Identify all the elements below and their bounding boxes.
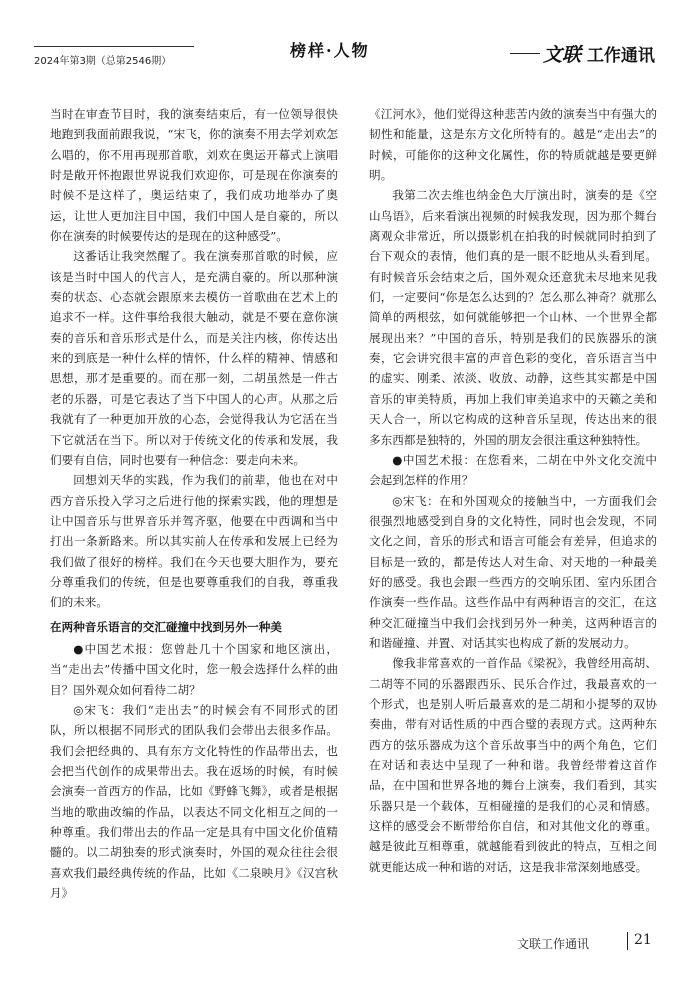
journal-brand bbox=[543, 40, 655, 67]
interview-question: ●中国艺术报：在您看来，二胡在中外文化交流中会起到怎样的作用？ bbox=[369, 452, 657, 488]
interview-answer: ◎宋飞：我们“走出去”的时候会有不同形式的团队，所以根据不同形式的团队我们会带出去很多作品。我们会把经典的、具有东方文化特性的作品带出去，也会把当代创作的成果带出去。我在返场的时候，有时候会演奏一首西方的作品，比如《野蜂飞舞》，或者是根据当地的歌曲改编的作品，以表达不同文化相互之间的一种尊重。我们带出去的作品一定是具有中国文化价值精髓的。以二胡独奏的形式演奏时，外国的观众往往会很喜欢我们最经典传统的作品，比如《二泉映月》《汉宫秋月》 bbox=[50, 702, 338, 901]
paragraph: 回想刘天华的实践，作为我们的前辈，他也在对中西方音乐投入学习之后进行他的探索实践，他的理想是让中国音乐与世界音乐并驾齐驱，他要在中西调和当中打出一条新路来。所以其实前人在传承和发展上已经为我们做了很好的榜样。我们在今天也要大胆作为，要充分尊重我们的传统，但是也要尊重我们的自我，尊重我们的未来。 bbox=[50, 473, 338, 610]
section-title: 榜样·人物 bbox=[290, 41, 370, 60]
paragraph: 像我非常喜欢的一首作品《梁祝》，我曾经用高胡、二胡等不同的乐器跟西乐、民乐合作过，我最喜欢的一个形式，也是别人听后最喜欢的是二胡和小提琴的双协奏曲，带有对话性质的中西合璧的表现方式。这两种东西方的弦乐器成为这个音乐故事当中的两个角色，它们在对话和表达中呈现了一种和谐。我曾经带着这首作品，在中国和世界各地的舞台上演奏，我们看到，其实乐器只是一个载体，互相碰撞的是我们的心灵和情感。这样的感受会不断带给你自信，和对其他文化的尊重。越是彼此互相尊重，就越能看到彼此的特点，互相之间就更能达成一种和谐的对话，这是我非常深刻地感受。 bbox=[369, 656, 657, 874]
footer-divider bbox=[627, 932, 628, 950]
interview-answer: ◎宋飞：在和外国观众的接触当中，一方面我们会很强烈地感受到自身的文化特性，同时也会发现，不同文化之间，音乐的形式和语言可能会有差异，但追求的目标是一致的，都是传达人对生命、对天地的一种最美好的感受。我也会跟一些西方的交响乐团、室内乐团合作演奏一些作品。这些作品中有两种语言的交汇，在这种交汇碰撞当中我们会找到另外一种美，这两种语言的和谐碰撞、并置、对话其实也构成了新的发展动力。 bbox=[369, 493, 657, 650]
article-right-column bbox=[369, 104, 657, 877]
paragraph: 我第二次去维也纳金色大厅演出时，演奏的是《空山鸟语》，后来看演出视频的时候我发现，因为那个舞台离观众非常近，所以摄影机在拍我的时候就同时拍到了台下观众的表情，他们真的是一眼不眨地从头看到尾。有时候音乐会结束之后，国外观众还意犹未尽地来见我们，一定要问“你是怎么达到的？怎么那么神奇？就那么简单的两根弦，如何就能够把一个山林、一个世界全都展现出来？”中国的音乐，特别是我们的民族器乐的演奏，它会讲究很丰富的声音色彩的变化，音乐语言当中的虚实、刚柔、浓淡、收放、动静，这些其实都是中国音乐的审美特质，再加上我们审美追求中的天籁之美和天人合一，所以它构成的这种音乐呈现，传达出来的很多东西都是独特的，外国的朋友会很注重这种独特性。 bbox=[369, 188, 657, 447]
brand-logo-text: 文联 bbox=[543, 44, 582, 66]
article-left-column bbox=[50, 104, 338, 903]
brand-title: 工作通讯 bbox=[586, 46, 655, 66]
page-number: 21 bbox=[634, 932, 652, 948]
section-subheading: 在两种音乐语言的交汇碰撞中找到另外一种美 bbox=[50, 619, 282, 634]
paragraph: 这番话让我突然醒了。我在演奏那首歌的时候，应该是当时中国人的代言人，是充满自豪的。所以那种演奏的状态、心态就会跟原来去模仿一首歌曲在艺术上的追求不一样。这件事给我很大触动，就是不要在意你演奏的音乐和音乐形式是什么，而是关注内核，你传达出来的到底是一种什么样的情怀，什么样的精神、情感和思想，那才是重要的。而在那一刻，二胡虽然是一件古老的乐器，可是它表达了当下中国人的心声。从那之后我就有了一种更加开放的心态，会觉得我认为它活在当下它就活在当下。所以对于传统文化的传承和发展，我们要有自信，同时也要有一种信念：要走向未来。 bbox=[50, 249, 338, 467]
header-rule-left bbox=[34, 46, 194, 47]
header-rule-brand bbox=[510, 53, 540, 54]
footer-journal-name: 文联工作通讯 bbox=[517, 937, 590, 951]
issue-number: 2024年第3期（总第2546期） bbox=[34, 56, 172, 67]
interview-question: ●中国艺术报：您曾赴几十个国家和地区演出，当“走出去”传播中国文化时，您一般会选择什么样的曲目？国外观众如何看待二胡？ bbox=[50, 641, 338, 697]
page-header bbox=[0, 0, 700, 70]
paragraph: 《江河水》，他们觉得这种悲苦内敛的演奏当中有强大的韧性和能量，这是东方文化所特有的。越是“走出去”的时候，可能你的这种文化属性，你的特质就越是要更鲜明。 bbox=[369, 107, 657, 183]
paragraph: 当时在审查节目时，我的演奏结束后，有一位领导很快地跑到我面前跟我说，“宋飞，你的演奏不用去学刘欢怎么唱的，你不用再现那首歌，刘欢在奥运开幕式上演唱时是敞开怀抱跟世界说我们欢迎你，可是现在你演奏的时候不是这样了，奥运结束了，我们成功地举办了奥运，让世人更加注目中国，我们中国人是自豪的，所以你在演奏的时候要传达的是现在的这种感受”。 bbox=[50, 107, 338, 244]
